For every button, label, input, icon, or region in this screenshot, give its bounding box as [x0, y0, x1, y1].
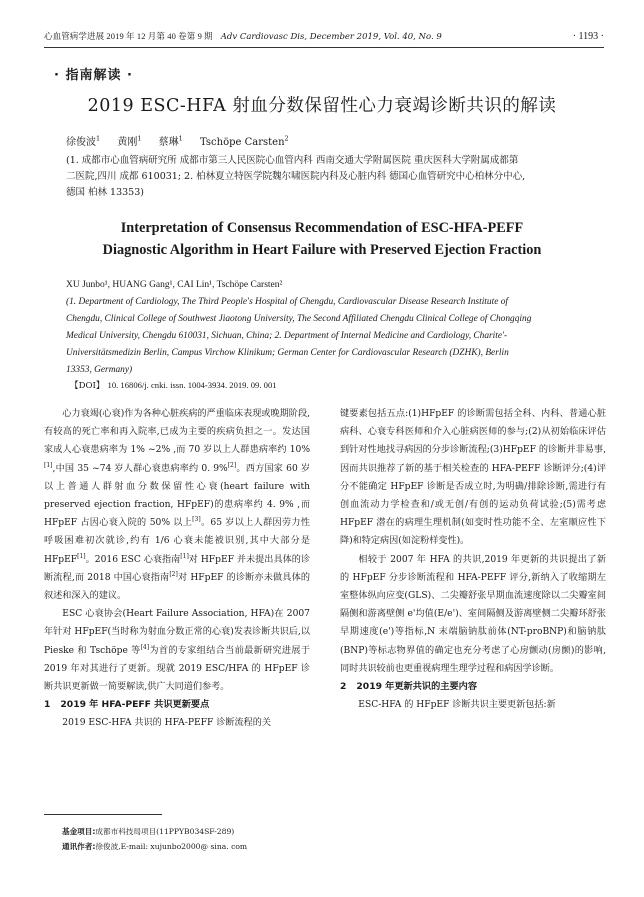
affiliation-en-line: (1. Department of Cardiology, The Third People's Hospital of Chengdu, Cardiovascular Disease Research Institute of	[66, 297, 508, 307]
affiliation-en-line: 13353, Germany)	[66, 365, 133, 375]
title-cn: 2019 ESC-HFA 射血分数保留性心力衰竭诊断共识的解读	[87, 96, 557, 116]
affiliation-en-line: Medical University, Chengdu 610031, Sichuan, China; 2. Department of Internal Medicine and Cardiology, Charite'-	[66, 331, 508, 341]
body-paragraph: 键要素包括五点:(1)HFpEF 的诊断需包括全科、内科、普通心脏病科、心衰专科医师和介入心脏病医师的参与;(2)从初始临床评估到针对性地找寻病因的分步诊断流程;(3)HFpEF 的诊断并非易事,因而共识推荐了新的基于相关检查的 HFA-PEFF 诊断评分;(4)评分不能确定 HFpEF 诊断是否成立时,为明确/排除诊断,需进行有创血流动力学检查和/或无创/有创的运动负荷试验;(5)需考虑 HFpEF 潜在的病理生理机制(如变时性功能不全、左室顺应性下降)和特定病因(如淀粉样变性)。	[340, 409, 606, 547]
body-paragraph: ESC-HFA 的 HFpEF 诊断共识主要更新包括:新	[358, 700, 556, 711]
column-tag: · 指南解读 ·	[54, 68, 133, 83]
affiliation-cn-line: 二医院,四川 成都 610031; 2. 柏林夏立特医学院魏尔啸医院内科及心脏内科 德国心血管研究中心柏林分中心,	[66, 171, 526, 182]
section-heading: 2 2019 年更新共识的主要内容	[340, 681, 478, 693]
footnotes	[62, 824, 247, 854]
fund-note: 基金项目:成都市科技局项目(11PPYB034SF-289)	[62, 827, 235, 836]
section-heading: 1 2019 年 HFA-PEFF 共识更新要点	[44, 699, 210, 711]
author-cn: Tschöpe Carsten$^2$	[199, 134, 289, 148]
footnote-divider	[44, 814, 162, 815]
citation-ref: [3]	[192, 516, 201, 524]
title-en	[44, 217, 600, 261]
running-head	[44, 30, 604, 43]
journal-cn: 心血管病学进展 2019 年 12 月第 40 卷第 9 期	[44, 31, 213, 41]
author-cn: 徐俊波$^1$	[66, 134, 101, 148]
journal-en: Adv Cardiovasc Dis, December 2019, Vol. 40, No. 9	[220, 32, 442, 42]
body-paragraph: 相较于 2007 年 HFA 的共识,2019 年更新的共识提出了新的 HFpEF 分步诊断流程和 HFA-PEFF 评分,新纳入了收缩期左室整体纵向应变(GLS)、二尖瓣舒张早期血流速度除以二尖瓣室间隔侧和游离壁侧 e'均值(E/e')、室间隔侧及游离壁侧二尖瓣环舒张早期速度(e')等指标,N 末端脑钠肽前体(NT-proBNP)和脑钠肽(BNP)等标志物界值的确定也充分考虑了心房颤动(房颤)的影响,同时共识较前也更重视病理生理学过程和病因学诊断。	[340, 554, 606, 674]
affiliation-en-line: Chengdu, Clinical College of Southwest Jiaotong University, The Second Affiliated Chengdu Clinical College of Chongqing	[66, 314, 532, 324]
body-right-column	[340, 405, 606, 714]
affiliation-en-line: Universitätsmedizin Berlin, Campus Virchow Klinikum; German Center for Cardiovascular Research (DZHK), Berlin	[66, 348, 509, 358]
citation-ref: [1]	[180, 552, 189, 560]
title-en-line: Interpretation of Consensus Recommendation of ESC-HFA-PEFF	[120, 220, 524, 236]
title-en-line: Diagnostic Algorithm in Heart Failure with Preserved Ejection Fraction	[102, 242, 542, 258]
body-paragraph: 心力衰竭(心衰)作为各种心脏疾病的严重临床表现或晚期阶段,有较高的死亡率和再入院率,已成为主要的疾病负担之一。发达国家成人心衰患病率为 1% ~2% ,而 70 岁以上人群患病率约 10%[1],中国 35 ~74 岁人群心衰患病率约 0. 9%[2]。西方国家 60 岁以上普通人群射血分数保留性心衰(heart failure with preserved ejection fraction, HFpEF)的患病率约 4. 9% ,而 HFpEF 占因心衰入院的 50% 以上[3]。65 岁以上人群因劳力性呼吸困难初次就诊,约有 1/6 心衰未能被识别,其中大部分是 HFpEF[1]。2016 ESC 心衰指南[1]对 HFpEF 并未提出具体的诊断流程,而 2018 中国心衰指南[2]对 HFpEF 的诊断亦未做具体的叙述和深入的建议。	[44, 409, 311, 602]
doi	[70, 379, 277, 392]
citation-ref: [2]	[227, 461, 237, 469]
body-paragraph: ESC 心衰协会(Heart Failure Association, HFA)在 2007 年针对 HFpEF(当时称为射血分数正常的心衰)发表诊断共识后,以 Pieske 和 Tschöpe 等[4]为首的专家组结合当前最新研究进展于 2019 年对其进行了更新。现就 2019 ESC/HFA 的 HFpEF 诊断共识更新做一简要解读,供广大同道们参考。	[44, 609, 310, 693]
page-number: · 1193 ·	[572, 30, 604, 42]
author-cn: 黄刚$^1$	[117, 134, 142, 148]
doi-link[interactable]: 10. 16806/j. cnki. issn. 1004-3934. 2019. 09. 001	[107, 380, 277, 390]
citation-ref: [1]	[77, 552, 86, 560]
email-link[interactable]: 徐俊波,E-mail: xujunbo2000@ sina. com	[95, 842, 248, 851]
body-left-column	[44, 405, 310, 733]
citation-ref: [4]	[140, 643, 150, 651]
authors-en: XU Junbo¹, HUANG Gang¹, CAI Lin¹, Tschöpe Carsten²	[66, 280, 283, 290]
affiliation-cn-line: (1. 成都市心血管病研究所 成都市第三人民医院心血管内科 西南交通大学附属医院 重庆医科大学附属成都第	[66, 155, 519, 166]
affiliation-cn-line: 德国 柏林 13353)	[66, 187, 144, 198]
header-divider	[44, 47, 604, 48]
doi-label: 【DOI】	[70, 381, 105, 391]
authors-cn	[66, 136, 303, 150]
citation-ref: [2]	[169, 570, 178, 578]
author-cn: 蔡琳$^1$	[158, 134, 183, 148]
journal-info	[44, 30, 442, 43]
body-paragraph: 2019 ESC-HFA 共识的 HFA-PEFF 诊断流程的关	[62, 718, 271, 729]
corresponding-author-note: 通讯作者:徐俊波,E-mail: xujunbo2000@ sina. com	[62, 842, 248, 851]
citation-ref: [1]	[44, 461, 53, 469]
affiliation-en	[66, 294, 614, 379]
affiliation-cn	[66, 153, 614, 201]
